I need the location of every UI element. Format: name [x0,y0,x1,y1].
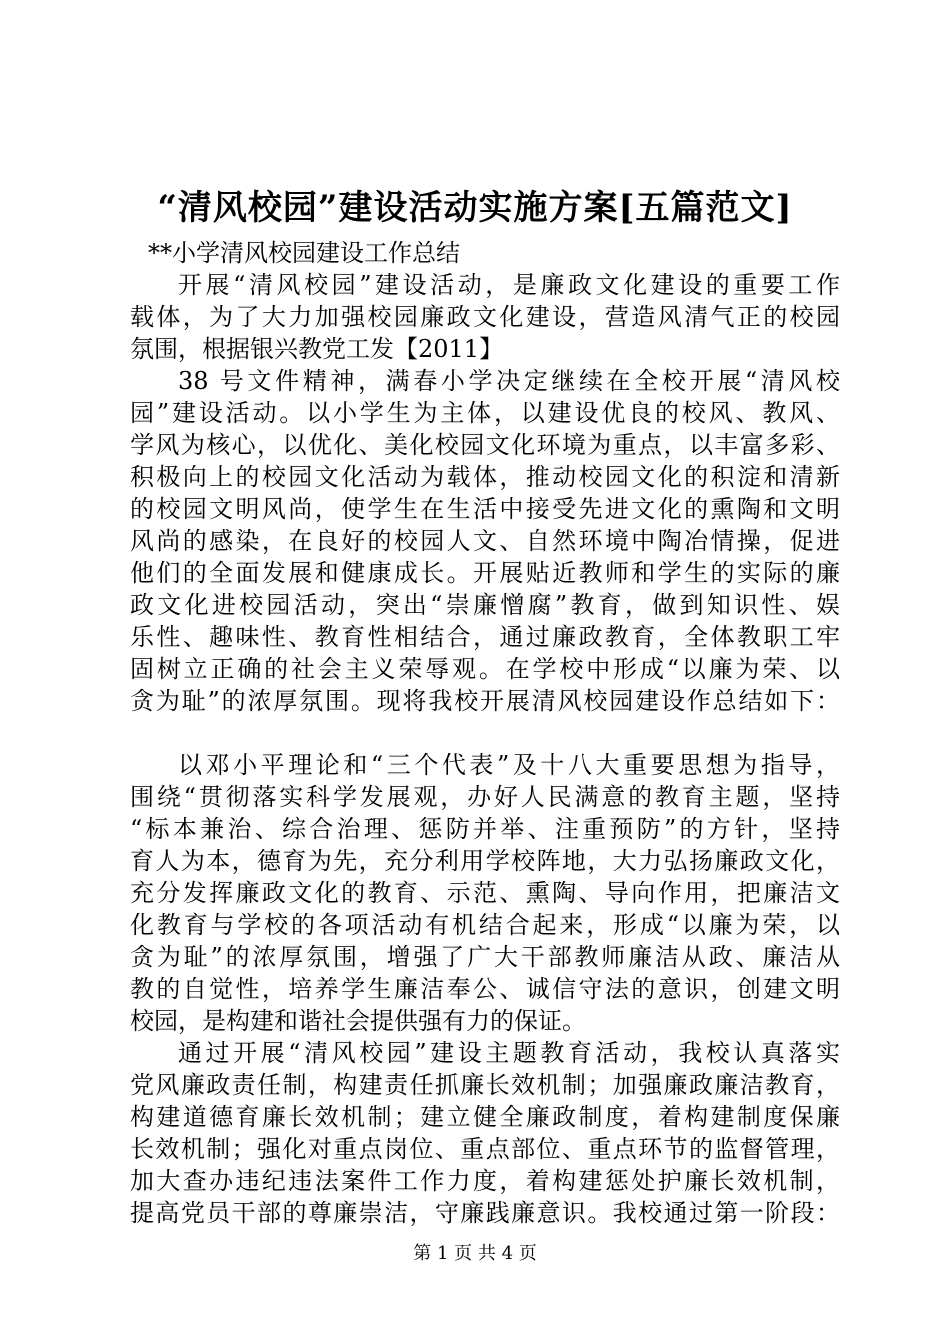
text-line: 38 号文件精神，满春小学决定继续在全校开展“清风校 [178,367,840,395]
text-line: 以邓小平理论和“三个代表”及十八大重要思想为指导， [178,751,840,779]
text-line: 乐性、趣味性、教育性相结合，通过廉政教育，全体教职工牢 [130,623,840,651]
text-line: 构建道德育廉长效机制；建立健全廉政制度，着构建制度保廉 [130,1103,840,1131]
page-title: “清风校园”建设活动实施方案[五篇范文] [157,188,793,228]
text-line: 园”建设活动。以小学生为主体，以建设优良的校风、教风、 [130,399,840,427]
text-line: 政文化进校园活动，突出“崇廉憎腐”教育，做到知识性、娱 [130,591,840,619]
text-line: 教的自觉性，培养学生廉洁奉公、诚信守法的意识，创建文明 [130,975,840,1003]
text-line: 贪为耻”的浓厚氛围。现将我校开展清风校园建设作总结如下： [130,687,840,715]
text-line: 长效机制；强化对重点岗位、重点部位、重点环节的监督管理， [130,1135,840,1163]
text-line: 校园，是构建和谐社会提供强有力的保证。 [130,1007,586,1035]
text-line: 党风廉政责任制，构建责任抓廉长效机制；加强廉政廉洁教育， [130,1071,840,1099]
text-line: 他们的全面发展和健康成长。开展贴近教师和学生的实际的廉 [130,559,840,587]
text-line: 载体，为了大力加强校园廉政文化建设，营造风清气正的校园 [130,303,840,331]
text-line: 学风为核心，以优化、美化校园文化环境为重点，以丰富多彩、 [130,431,840,459]
page-footer: 第 1 页 共 4 页 [413,1243,537,1264]
text-line: 贪为耻”的浓厚氛围，增强了广大干部教师廉洁从政、廉洁从 [130,943,840,971]
subtitle: **小学清风校园建设工作总结 [148,239,460,267]
text-line: 围绕“贯彻落实科学发展观，办好人民满意的教育主题，坚持 [130,783,840,811]
text-line: 氛围，根据银兴教党工发【2011】 [130,335,504,363]
text-line: 加大查办违纪违法案件工作力度，着构建惩处护廉长效机制， [130,1167,840,1195]
text-line: 充分发挥廉政文化的教育、示范、熏陶、导向作用，把廉洁文 [130,879,840,907]
text-line: 开展“清风校园”建设活动，是廉政文化建设的重要工作 [178,271,840,299]
text-line: 的校园文明风尚，使学生在生活中接受先进文化的熏陶和文明 [130,495,840,523]
text-line: 育人为本，德育为先，充分利用学校阵地，大力弘扬廉政文化， [130,847,840,875]
text-line: 固树立正确的社会主义荣辱观。在学校中形成“以廉为荣、以 [130,655,840,683]
text-line: 通过开展“清风校园”建设主题教育活动，我校认真落实 [178,1039,840,1067]
text-line: “标本兼治、综合治理、惩防并举、注重预防”的方针，坚持 [130,815,840,843]
text-line: 风尚的感染，在良好的校园人文、自然环境中陶冶情操，促进 [130,527,840,555]
text-line: 积极向上的校园文化活动为载体，推动校园文化的积淀和清新 [130,463,840,491]
text-line: 化教育与学校的各项活动有机结合起来，形成“以廉为荣，以 [130,911,840,939]
text-line: 提高党员干部的尊廉崇洁，守廉践廉意识。我校通过第一阶段： [130,1199,840,1227]
